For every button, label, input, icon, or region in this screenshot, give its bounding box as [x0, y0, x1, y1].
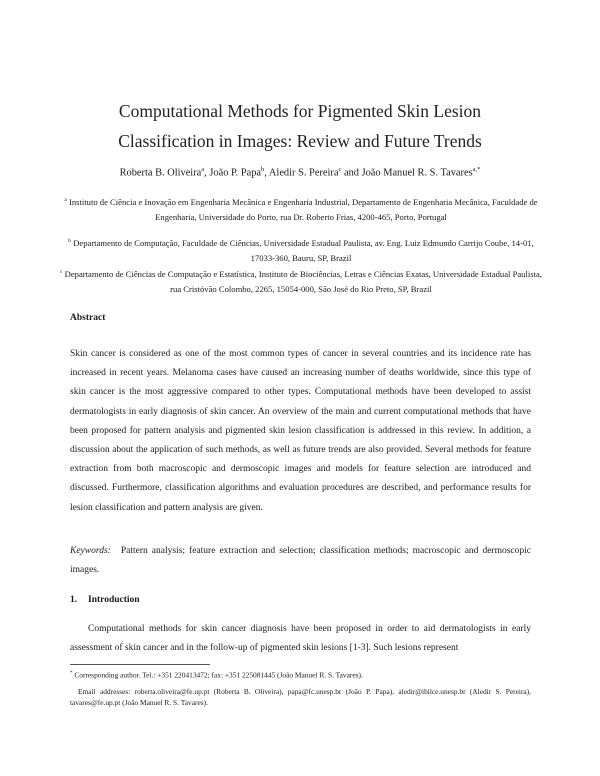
keywords-label: Keywords:: [70, 546, 111, 556]
affiliation-text: Instituto de Ciência e Inovação em Engenharia Mecânica e Engenharia Industrial, Departamento de Engenharia Mecânica, Faculdade de Engenharia, Universidade do Porto, rua Dr. Roberto Frias, 4200-465, Porto, Portugal: [68, 196, 538, 223]
author-name: Aledir S. Pereira: [268, 167, 339, 179]
author-mark: a,*: [472, 166, 481, 173]
affiliation-mark: c: [60, 269, 63, 275]
title-line-2: Classification in Images: Review and Future Trends: [118, 131, 482, 151]
footnote-emails: Email addresses: roberta.oliveira@fe.up.pt (Roberta B. Oliveira), papa@fc.unesp.br (João P. Papa), aledir@ibilce.unesp.br (Aledir S. Pereira), tavares@fe.up.pt (João Manuel R. S. Tavares).: [70, 687, 531, 707]
affiliation-b: [58, 234, 544, 267]
section-title: Introduction: [88, 595, 140, 605]
author-mark: b: [261, 166, 265, 173]
footnote-text: Corresponding author. Tel.: +351 220413472; fax: +351 225081445 (João Manuel R. S. Tavares).: [74, 670, 363, 680]
footnote-divider: [70, 664, 210, 665]
author-name: João P. Papa: [209, 167, 262, 179]
footnote-corresponding-author: [70, 668, 531, 680]
affiliation-mark: b: [68, 238, 72, 244]
abstract-heading: Abstract: [70, 313, 106, 323]
abstract-body: Skin cancer is considered as one of the most common types of cancer in several countries and its incidence rate has increased in recent years. Melanoma cases have caused an increasing number of deaths worldwide, since this type of skin cancer is the most aggressive compared to other types. Computational methods have been developed to assist dermatologists in early diagnosis of skin cancer. An overview of the main and current computational methods that have been proposed for pattern analysis and pigmented skin lesion classification is addressed in this review. In addition, a discussion about the application of such methods, as well as future trends are also provided. Several methods for feature extraction from both macroscopic and dermoscopic images and models for feature selection are introduced and discussed. Furthermore, classification algorithms and evaluation procedures are described, and performance results for lesion classification and pattern analysis are given.: [70, 349, 531, 513]
keywords-text: Pattern analysis; feature extraction and selection; classification methods; macroscopic and dermoscopic images.: [70, 546, 531, 576]
section-heading: [70, 595, 140, 605]
affiliation-text: Departamento de Computação, Faculdade de Ciências, Universidade Estadual Paulista, av. Eng. Luiz Edmundo Carrijo Coube, 14-01, 17033-360, Bauru, SP, Brazil: [73, 237, 534, 264]
author-name: Roberta B. Oliveira: [119, 167, 202, 179]
author-mark: a: [201, 166, 205, 173]
author-list: Roberta B. Oliveira$^a$, João P. Papa$^b$, Aledir S. Pereira$^c$ and João Manuel R. S. Tavares$^{a,*}$: [119, 166, 481, 179]
keywords: [70, 542, 531, 580]
affiliation-mark: a: [64, 197, 67, 203]
section-number: 1.: [70, 595, 78, 605]
affiliation-text: Departamento de Ciências de Computação e Estatística, Instituto de Biociências, Letras e Ciências Exatas, Universidade Estadual Paulista, rua Cristóvão Colombo, 2265, 15054-000, São José do Rio Preto, SP, Brazil: [64, 268, 542, 295]
introduction-body: Computational methods for skin cancer diagnosis have been proposed in order to aid dermatologists in early assessment of skin cancer and in the follow-up of pigmented skin lesions [1-3]. Such lesions represent: [70, 624, 531, 654]
author-name: João Manuel R. S. Tavares: [361, 167, 473, 179]
author-mark: c: [338, 166, 342, 173]
affiliation-c: [58, 265, 544, 298]
footnote-mark: *: [70, 671, 73, 676]
paper-title: [40, 96, 560, 156]
title-line-1: Computational Methods for Pigmented Skin Lesion: [118, 101, 482, 121]
affiliation-a: [58, 193, 544, 226]
